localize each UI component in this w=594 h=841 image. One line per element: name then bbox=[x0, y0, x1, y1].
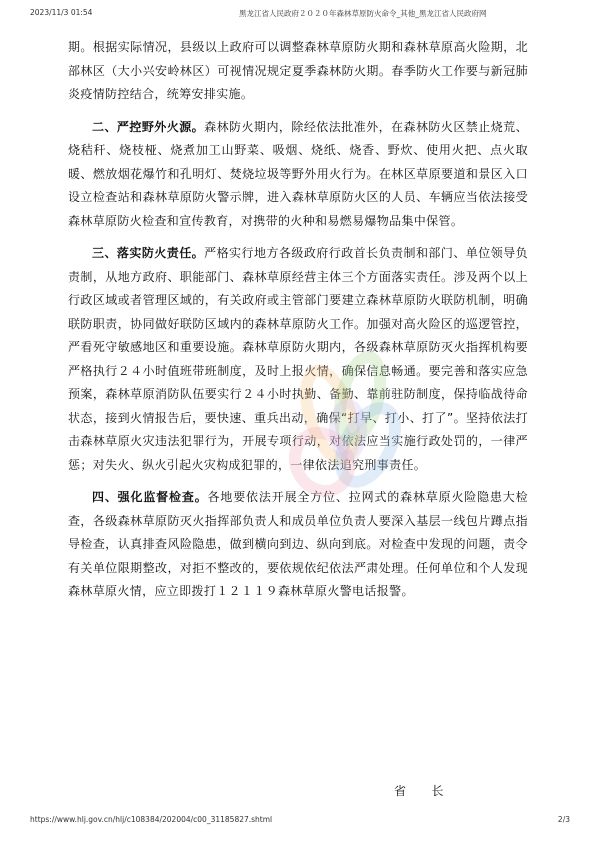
paragraph-gap bbox=[68, 233, 528, 242]
paragraph-heading: 二、严控野外火源。 bbox=[92, 119, 205, 134]
paragraph-fire-source-control bbox=[68, 116, 528, 234]
paragraph-text: 期。根据实际情况，县级以上政府可以调整森林草原防火期和森林草原高火险期，北部林区（大小兴安岭林区）可视情况规定夏季森林防火期。春季防火工作要与新冠肺炎疫情防控结合，统筹安排实施。 bbox=[68, 40, 528, 101]
paragraph-gap bbox=[68, 107, 528, 116]
paragraph-text: 严格实行地方各级政府行政首长负责制和部门、单位领导负责制，从地方政府、职能部门、森林草原经营主体三个方面落实责任。涉及两个以上行政区域或者管理区域的，有关政府或主管部门要建立森林草原防火联防机制，明确联防职责，协同做好联防区域内的森林草原防火工作。加强对高火险区的巡逻管控，严看死守敏感地区和重要设施。森林草原防火期内，各级森林草原防灭火指挥机构要严格执行２４小时值班带班制度，及时上报火情，确保信息畅通。要完善和落实应急预案，森林草原消防队伍要实行２４小时执勤、备勤、靠前驻防制度，保持临战待命状态，接到火情报告后，要快速、重兵出动，确保“打早、打小、打了”。坚持依法打击森林草原火灾违法犯罪行为，开展专项行动，对依法应当实施行政处罚的，一律严惩；对失火、纵火引起火灾构成犯罪的，一律依法追究刑事责任。 bbox=[68, 246, 528, 472]
print-header bbox=[30, 4, 564, 18]
paragraph-heading: 四、强化监督检查。 bbox=[92, 490, 208, 504]
document-body bbox=[68, 36, 528, 604]
paragraph-text: 各地要依法开展全方位、拉网式的森林草原火险隐患大检查，各级森林草原防灭火指挥部负责人和成员单位负责人要深入基层一线包片蹲点指导检查，认真排查风险隐患，做到横向到边、纵向到底。对检查中发现的问题，责令有关单位限期整改，对拒不整改的，要依规依纪依法严肃处理。任何单位和个人发现森林草原火情，应立即拨打１２１１９森林草原火警电话报警。 bbox=[68, 490, 528, 598]
paragraph-supervision bbox=[68, 486, 528, 604]
paragraph-gap bbox=[68, 477, 528, 486]
print-page-number: 2/3 bbox=[557, 815, 570, 824]
paragraph-responsibility bbox=[68, 242, 528, 477]
signature-governor: 省 长 bbox=[394, 784, 445, 798]
print-page-title: 黑龙江省人民政府２０２０年森林草原防火命令_其他_黑龙江省人民政府网 bbox=[239, 9, 487, 18]
paragraph-text: 森林防火期内，除经依法批准外，在森林防火区禁止烧荒、烧秸秆、烧枝桠、烧煮加工山野菜、吸烟、烧纸、烧香、野炊、使用火把、点火取暖、燃放烟花爆竹和孔明灯、焚烧垃圾等野外用火行为。在林区草原要道和景区入口设立检查站和森林草原防火警示牌，进入森林草原防火区的人员、车辆应当依法接受森林草原防火检查和宣传教育，对携带的火种和易燃易爆物品集中保管。 bbox=[68, 119, 528, 228]
print-url: https://www.hlj.gov.cn/hlj/c108384/202004/c00_31185827.shtml bbox=[30, 815, 273, 824]
print-footer bbox=[30, 815, 570, 827]
paragraph-heading: 三、落实防火责任。 bbox=[92, 246, 205, 260]
print-datetime: 2023/11/3 01:54 bbox=[30, 8, 93, 17]
paragraph-continuation bbox=[68, 36, 528, 107]
